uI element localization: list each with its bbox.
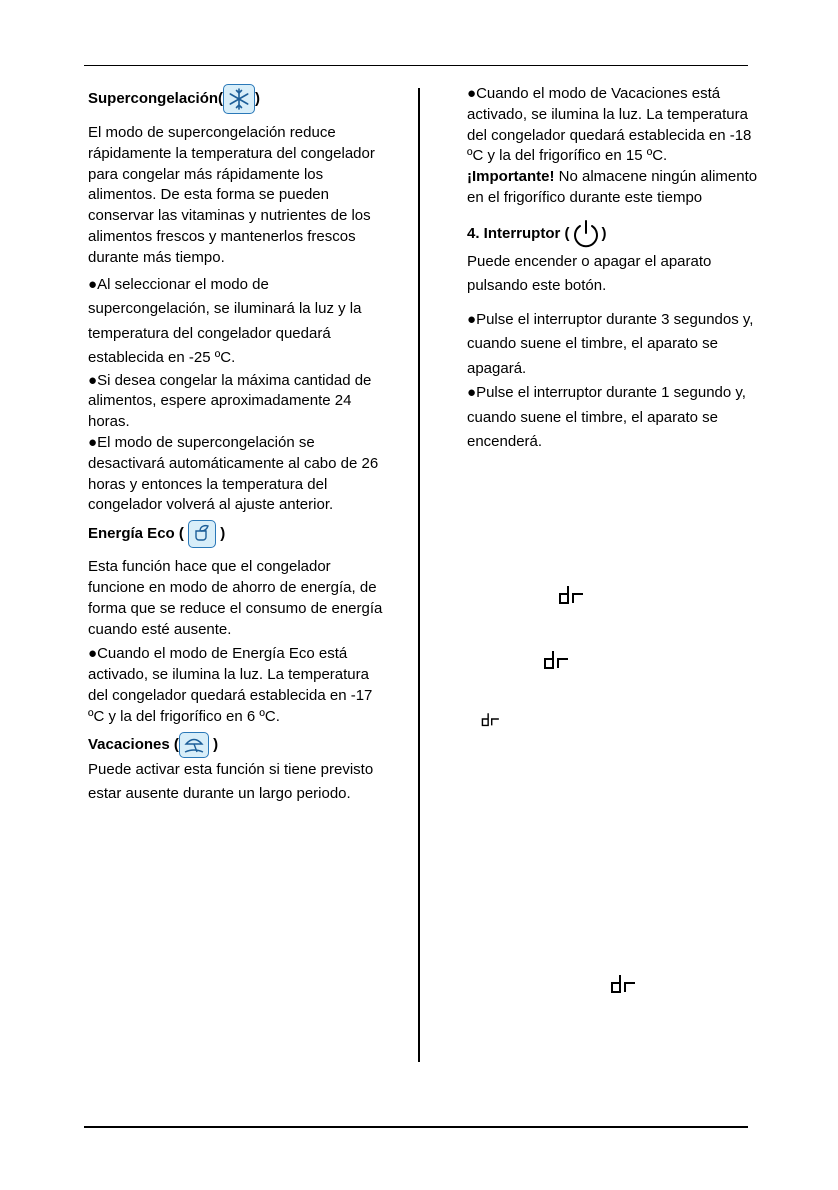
interruptor-intro: Puede encender o apagar el aparato pulsando este botón. (467, 252, 712, 295)
list-item: ●Pulse el interruptor durante 1 segundo y, cuando suene el timbre, el aparato se encenderá. (467, 384, 746, 451)
power-icon (570, 218, 602, 250)
eco-leaf-icon (188, 520, 216, 548)
list-item: ●Cuando el modo de Energía Eco está activado, se ilumina la luz. La temperatura del congelador quedará establecida en -17 ºC y la del frigorífico en 6 ºC. (88, 645, 373, 725)
list-item: ●Al seleccionar el modo de supercongelación, se iluminará la luz y la temperatura del congelador quedará establecida en -25 ºC. (88, 275, 362, 367)
supercongelacion-intro: El modo de supercongelación reduce rápidamente la temperatura del congelador para congelar más rápidamente los alimentos. De esta forma se pueden conservar las vitaminas y nutrientes de los alimentos frescos y mantenerlos frescos durante más tiempo. (88, 124, 375, 266)
header-rule (84, 65, 748, 66)
important-note: ¡Importante! No almacene ningún alimento en el frigorífico durante este tiempo (467, 168, 758, 206)
energia-eco-heading: Energía Eco ( ) (88, 520, 388, 548)
list-item: ●El modo de supercongelación se desactivará automáticamente al cabo de 26 horas y entonces la temperatura del congelador volverá al ajuste anterior. (88, 433, 379, 514)
right-column (467, 84, 767, 455)
snowflake-icon (223, 84, 255, 114)
beach-umbrella-icon (179, 732, 209, 758)
list-item: ●Cuando el modo de Vacaciones está activado, se ilumina la luz. La temperatura del congelador quedará establecida en -18 ºC y la del frigorífico en 15 ºC. (467, 85, 752, 165)
vacaciones-intro: Puede activar esta función si tiene previsto estar ausente durante un largo periodo. (88, 760, 374, 803)
left-column (88, 84, 388, 807)
display-symbol-dr (558, 583, 586, 610)
list-item: ●Pulse el interruptor durante 3 segundos y, cuando suene el timbre, el aparato se apagará. (467, 310, 754, 377)
display-symbol-dr (543, 648, 571, 675)
column-divider (418, 88, 420, 1062)
supercongelacion-heading: Supercongelación( ) (88, 84, 388, 114)
display-symbol-dr (610, 972, 638, 999)
energia-eco-intro: Esta función hace que el congelador funcione en modo de ahorro de energía, de forma que se reduce el consumo de energía cuando esté ausente. (88, 558, 383, 638)
interruptor-heading: 4. Interruptor ( ) (467, 218, 767, 250)
footer-rule (84, 1126, 748, 1128)
vacaciones-heading: Vacaciones ( ) (88, 732, 388, 758)
display-symbol-dr (481, 711, 501, 732)
list-item: ●Si desea congelar la máxima cantidad de alimentos, espere aproximadamente 24 horas. (88, 371, 372, 431)
